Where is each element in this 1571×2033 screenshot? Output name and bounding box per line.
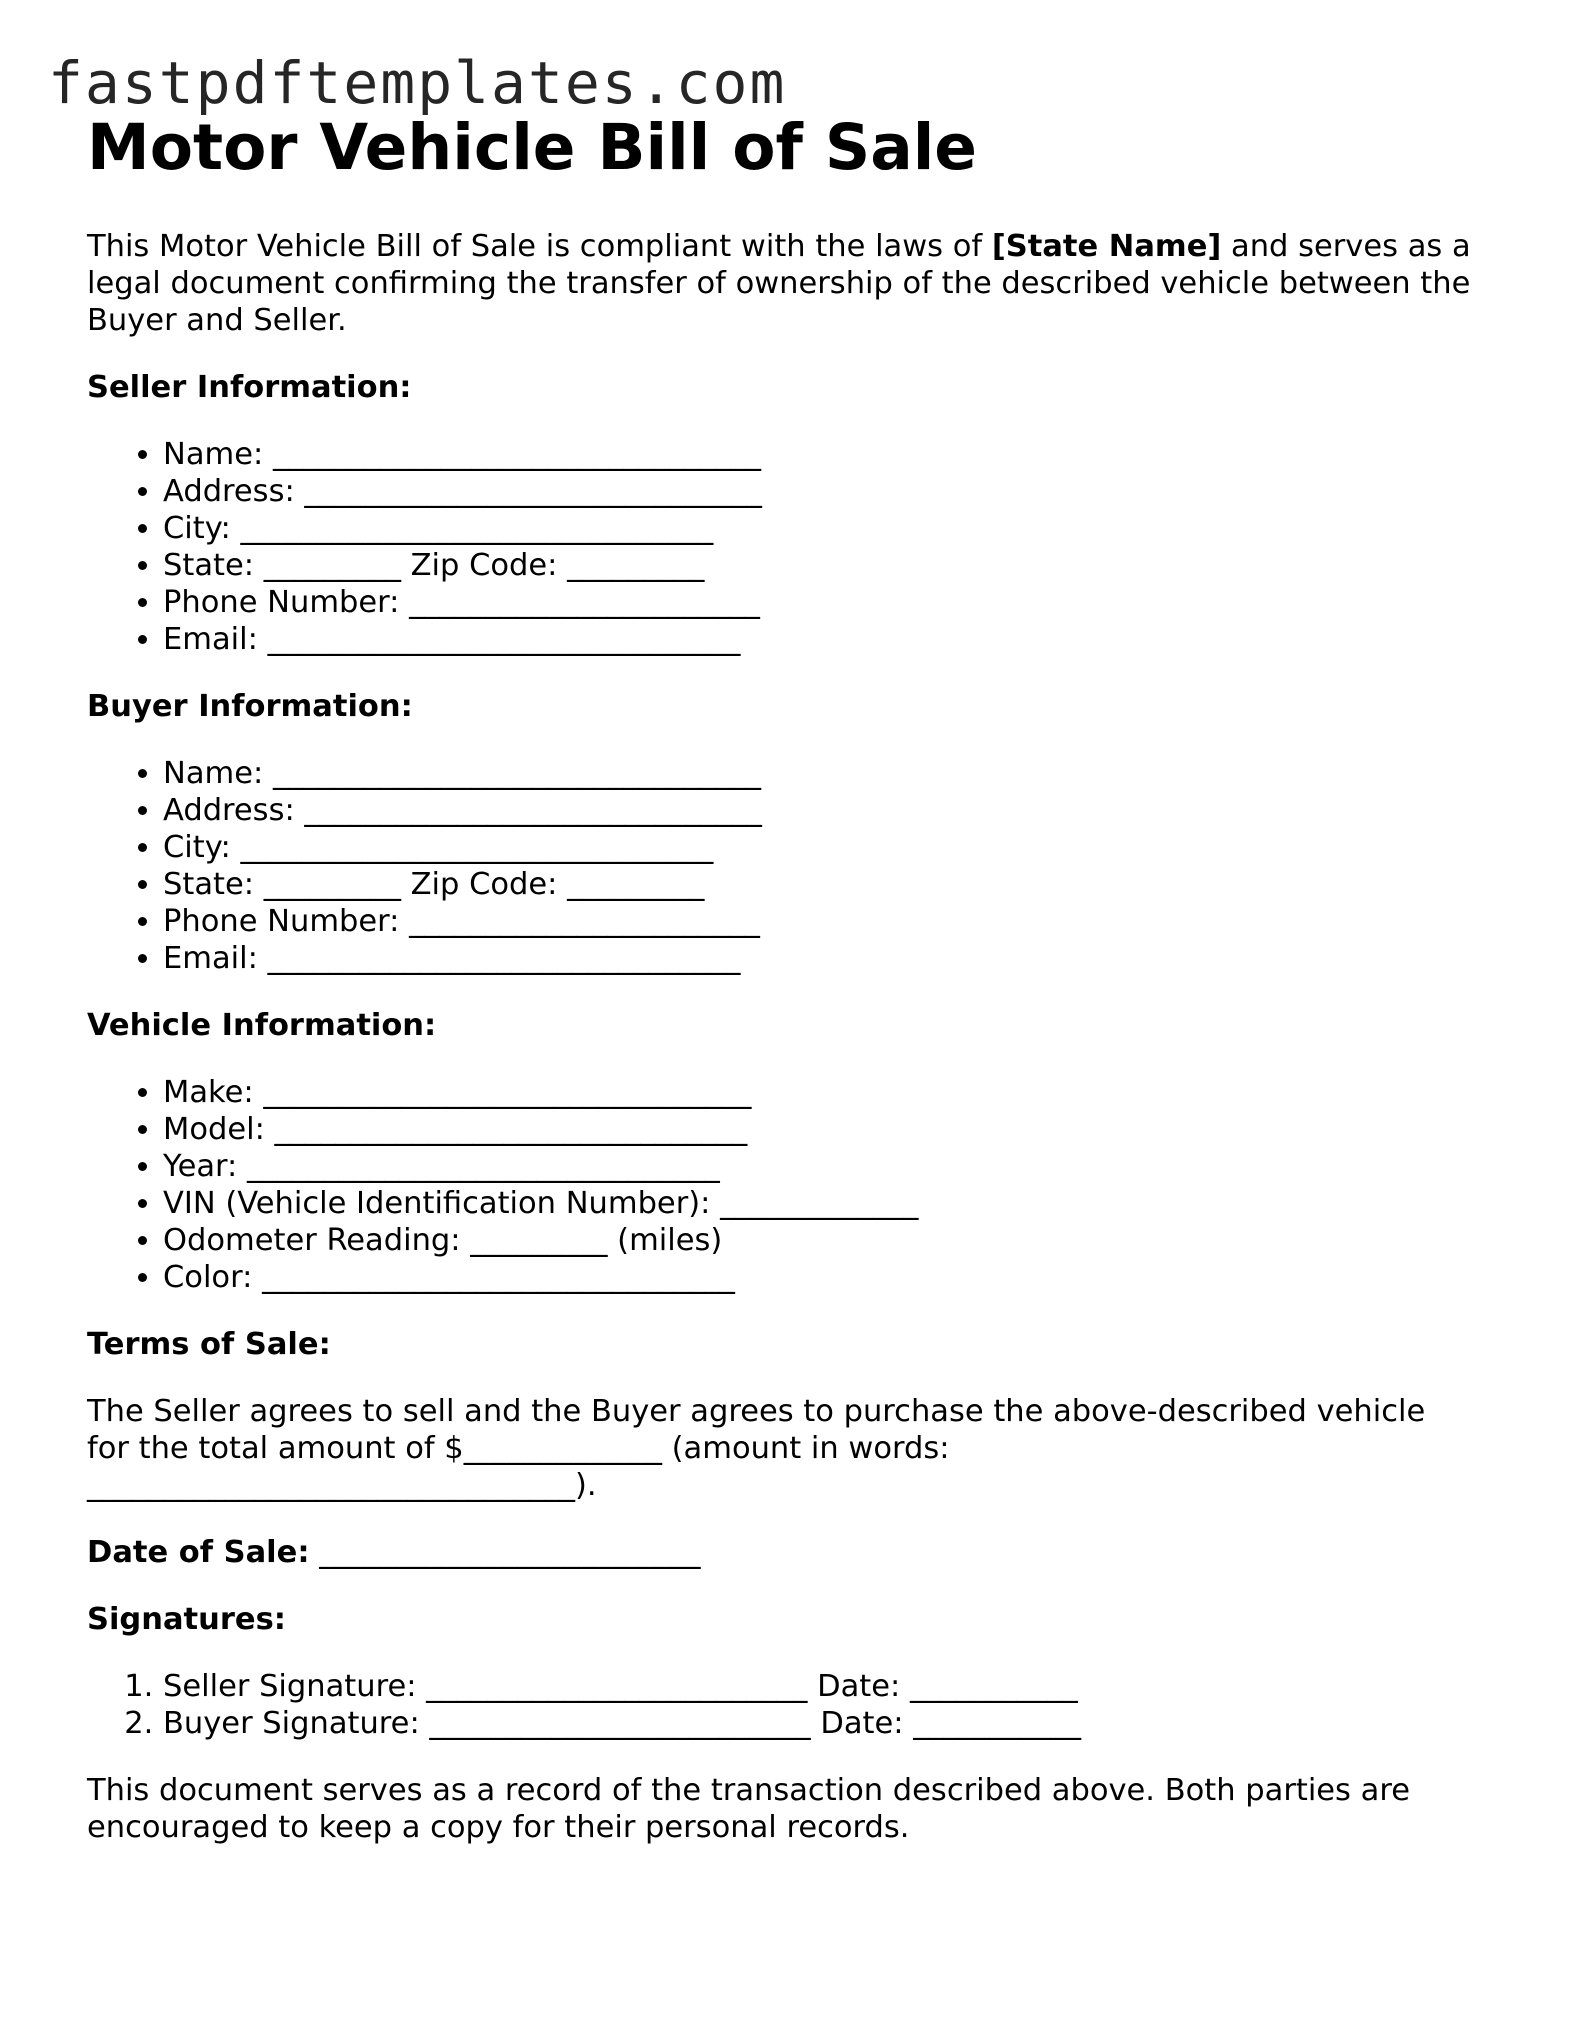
date-of-sale-field[interactable]: _________________________: [309, 1535, 701, 1570]
buyer-signature-field[interactable]: 2. Buyer Signature: _________________________ Date: ___________: [163, 1705, 1487, 1742]
seller-city-field[interactable]: • City: _______________________________: [163, 510, 1487, 547]
signatures-list: [87, 1668, 1487, 1742]
vehicle-fields-list: [87, 1074, 1487, 1296]
buyer-phone-field[interactable]: • Phone Number: _______________________: [163, 903, 1487, 940]
intro-paragraph: [87, 228, 1487, 339]
watermark-text: fastpdftemplates.com: [48, 49, 787, 117]
closing-paragraph: This document serves as a record of the transaction described above. Both parties are encouraged to keep a copy for their personal records.: [87, 1773, 1410, 1845]
vehicle-heading: Vehicle Information:: [87, 1008, 437, 1043]
vehicle-color-field[interactable]: • Color: _______________________________: [163, 1259, 1487, 1296]
vehicle-year-field[interactable]: • Year: _______________________________: [163, 1148, 1487, 1185]
seller-name-field[interactable]: • Name: ________________________________: [163, 436, 1487, 473]
seller-address-field[interactable]: • Address: ______________________________: [163, 473, 1487, 510]
terms-amount-words-line[interactable]: ________________________________).: [87, 1468, 597, 1503]
seller-state-zip-field[interactable]: • State: _________ Zip Code: _________: [163, 547, 1487, 584]
vehicle-vin-field[interactable]: • VIN (Vehicle Identification Number): _____________: [163, 1185, 1487, 1222]
seller-heading: Seller Information:: [87, 370, 412, 405]
terms-amount-line[interactable]: for the total amount of $_____________ (amount in words:: [87, 1431, 950, 1466]
seller-fields-list: [87, 436, 1487, 658]
vehicle-odometer-field[interactable]: • Odometer Reading: _________ (miles): [163, 1222, 1487, 1259]
terms-line-1: The Seller agrees to sell and the Buyer agrees to purchase the above-described vehicle: [87, 1394, 1426, 1429]
seller-phone-field[interactable]: • Phone Number: _______________________: [163, 584, 1487, 621]
document-body: [87, 108, 1487, 1876]
state-name-placeholder: [State Name]: [991, 229, 1222, 264]
terms-paragraph: [87, 1393, 1487, 1504]
buyer-name-field[interactable]: • Name: ________________________________: [163, 755, 1487, 792]
vehicle-model-field[interactable]: • Model: _______________________________: [163, 1111, 1487, 1148]
buyer-address-field[interactable]: • Address: ______________________________: [163, 792, 1487, 829]
buyer-heading: Buyer Information:: [87, 689, 413, 724]
intro-text-after: and serves as a legal document confirming the transfer of ownership of the described vehicle between the Buyer and Seller.: [87, 229, 1471, 338]
buyer-fields-list: [87, 755, 1487, 977]
seller-signature-field[interactable]: 1. Seller Signature: _________________________ Date: ___________: [163, 1668, 1487, 1705]
document-title: Motor Vehicle Bill of Sale: [87, 111, 978, 184]
buyer-email-field[interactable]: • Email: _______________________________: [163, 940, 1487, 977]
buyer-state-zip-field[interactable]: • State: _________ Zip Code: _________: [163, 866, 1487, 903]
date-of-sale: [87, 1534, 1487, 1571]
seller-email-field[interactable]: • Email: _______________________________: [163, 621, 1487, 658]
signatures-heading: Signatures:: [87, 1602, 286, 1637]
vehicle-make-field[interactable]: • Make: ________________________________: [163, 1074, 1487, 1111]
terms-heading: Terms of Sale:: [87, 1327, 331, 1362]
date-of-sale-label: Date of Sale:: [87, 1535, 310, 1570]
buyer-city-field[interactable]: • City: _______________________________: [163, 829, 1487, 866]
intro-text-before: This Motor Vehicle Bill of Sale is compliant with the laws of: [87, 229, 992, 264]
